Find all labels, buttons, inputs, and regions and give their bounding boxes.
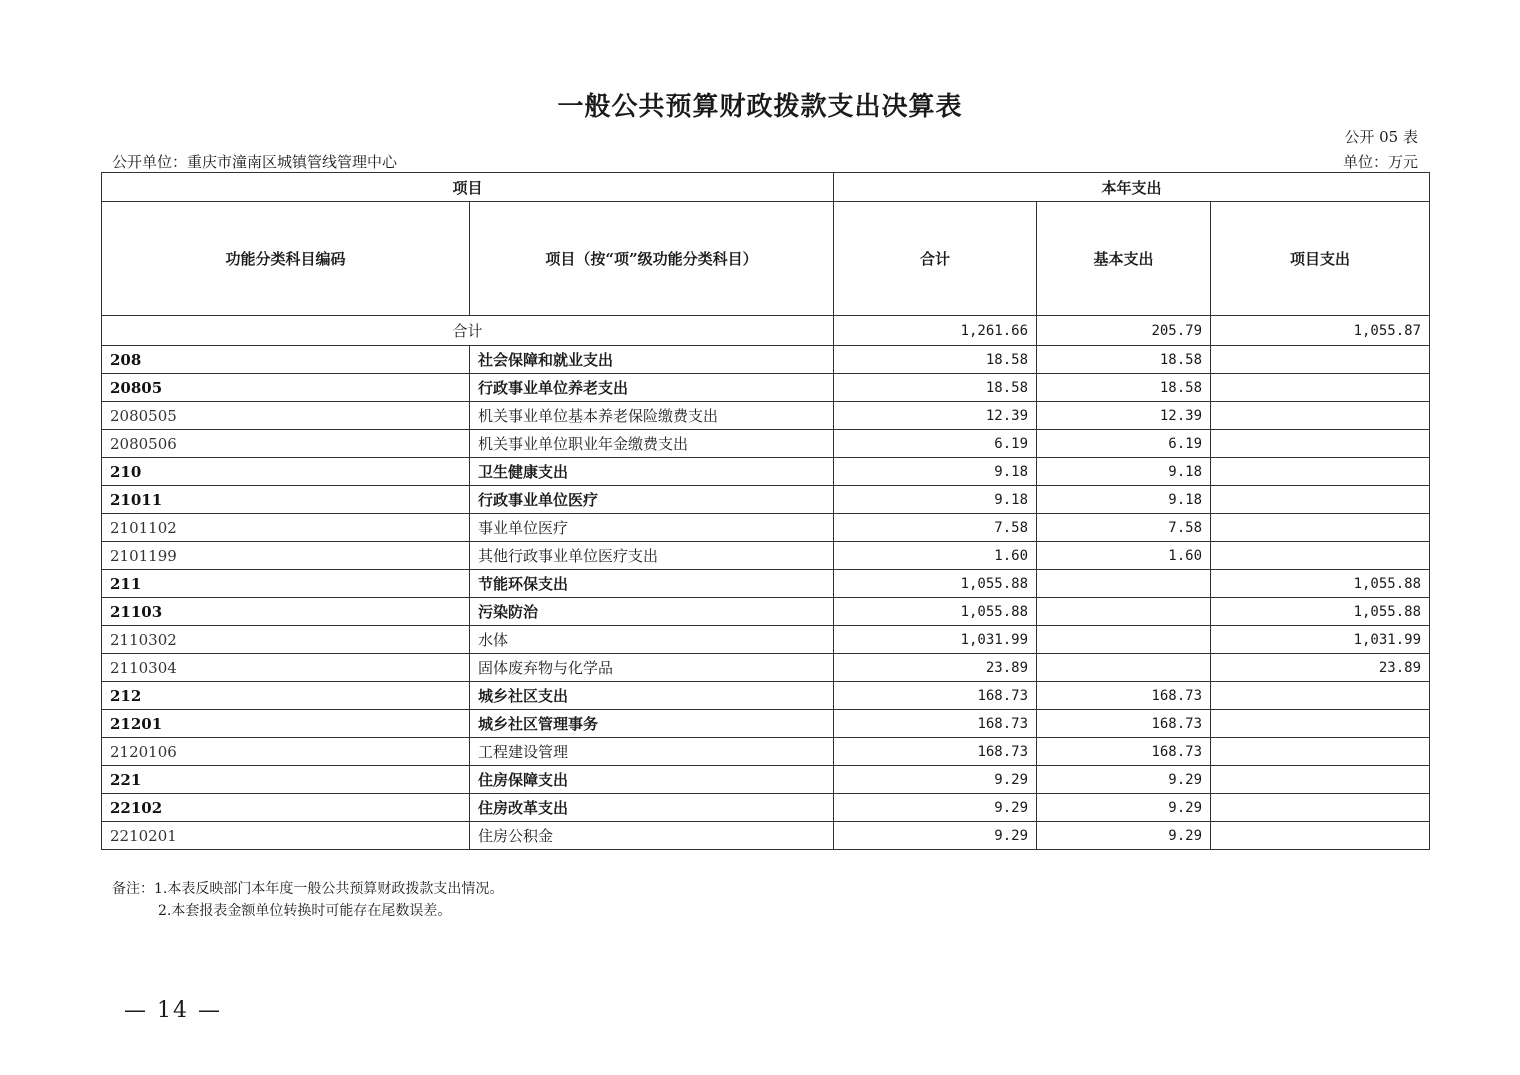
row-project bbox=[1211, 738, 1430, 766]
row-basic bbox=[1037, 598, 1211, 626]
row-name: 机关事业单位基本养老保险缴费支出 bbox=[470, 402, 834, 430]
row-project bbox=[1211, 822, 1430, 850]
row-project: 1,055.88 bbox=[1211, 598, 1430, 626]
row-code: 22102 bbox=[102, 794, 470, 822]
row-total: 9.29 bbox=[834, 766, 1037, 794]
row-basic: 168.73 bbox=[1037, 682, 1211, 710]
header-total: 合计 bbox=[834, 202, 1037, 316]
header-row-2 bbox=[102, 202, 1430, 316]
page-title: 一般公共预算财政拨款支出决算表 bbox=[557, 92, 963, 122]
total-sum: 1,261.66 bbox=[834, 316, 1037, 346]
table-row bbox=[102, 794, 1430, 822]
row-name: 城乡社区支出 bbox=[470, 682, 834, 710]
row-name: 行政事业单位医疗 bbox=[470, 486, 834, 514]
row-name: 水体 bbox=[470, 626, 834, 654]
row-total: 7.58 bbox=[834, 514, 1037, 542]
page-number: — 14 — bbox=[124, 998, 222, 1023]
row-name: 污染防治 bbox=[470, 598, 834, 626]
row-code: 211 bbox=[102, 570, 470, 598]
row-basic: 9.29 bbox=[1037, 822, 1211, 850]
row-basic bbox=[1037, 654, 1211, 682]
row-total: 9.29 bbox=[834, 822, 1037, 850]
form-number: 公开 05 表 bbox=[1344, 128, 1418, 146]
row-total: 168.73 bbox=[834, 738, 1037, 766]
row-project bbox=[1211, 402, 1430, 430]
row-basic: 9.18 bbox=[1037, 458, 1211, 486]
total-row bbox=[102, 316, 1430, 346]
table-row bbox=[102, 514, 1430, 542]
table-row bbox=[102, 598, 1430, 626]
header-code: 功能分类科目编码 bbox=[102, 202, 470, 316]
table-row bbox=[102, 654, 1430, 682]
row-project: 1,031.99 bbox=[1211, 626, 1430, 654]
note-line-1: 备注：1.本表反映部门本年度一般公共预算财政拨款支出情况。 bbox=[112, 881, 504, 897]
total-basic: 205.79 bbox=[1037, 316, 1211, 346]
row-project bbox=[1211, 346, 1430, 374]
row-code: 221 bbox=[102, 766, 470, 794]
reporting-unit: 公开单位：重庆市潼南区城镇管线管理中心 bbox=[112, 153, 398, 171]
row-total: 12.39 bbox=[834, 402, 1037, 430]
row-code: 2210201 bbox=[102, 822, 470, 850]
row-name: 住房改革支出 bbox=[470, 794, 834, 822]
row-code: 2110302 bbox=[102, 626, 470, 654]
header-project: 项目 bbox=[102, 173, 834, 202]
table-row bbox=[102, 570, 1430, 598]
row-basic: 1.60 bbox=[1037, 542, 1211, 570]
row-total: 9.29 bbox=[834, 794, 1037, 822]
row-name: 节能环保支出 bbox=[470, 570, 834, 598]
total-project: 1,055.87 bbox=[1211, 316, 1430, 346]
row-basic: 12.39 bbox=[1037, 402, 1211, 430]
unit-line bbox=[112, 151, 1418, 171]
row-name: 其他行政事业单位医疗支出 bbox=[470, 542, 834, 570]
header-item: 项目（按“项”级功能分类科目） bbox=[470, 202, 834, 316]
row-basic: 7.58 bbox=[1037, 514, 1211, 542]
header-project-expense: 项目支出 bbox=[1211, 202, 1430, 316]
header-basic: 基本支出 bbox=[1037, 202, 1211, 316]
row-basic: 9.18 bbox=[1037, 486, 1211, 514]
table-row bbox=[102, 430, 1430, 458]
table-row bbox=[102, 458, 1430, 486]
row-project: 1,055.88 bbox=[1211, 570, 1430, 598]
row-basic bbox=[1037, 626, 1211, 654]
row-project bbox=[1211, 710, 1430, 738]
row-name: 城乡社区管理事务 bbox=[470, 710, 834, 738]
row-name: 卫生健康支出 bbox=[470, 458, 834, 486]
expense-table bbox=[101, 172, 1430, 850]
row-project bbox=[1211, 486, 1430, 514]
row-project bbox=[1211, 514, 1430, 542]
row-basic: 168.73 bbox=[1037, 710, 1211, 738]
table-row bbox=[102, 710, 1430, 738]
row-code: 212 bbox=[102, 682, 470, 710]
row-basic: 9.29 bbox=[1037, 794, 1211, 822]
table-row bbox=[102, 542, 1430, 570]
row-total: 23.89 bbox=[834, 654, 1037, 682]
row-total: 9.18 bbox=[834, 458, 1037, 486]
row-total: 1,055.88 bbox=[834, 598, 1037, 626]
row-code: 2110304 bbox=[102, 654, 470, 682]
row-basic: 6.19 bbox=[1037, 430, 1211, 458]
row-name: 机关事业单位职业年金缴费支出 bbox=[470, 430, 834, 458]
row-code: 2101199 bbox=[102, 542, 470, 570]
table-row bbox=[102, 402, 1430, 430]
row-name: 事业单位医疗 bbox=[470, 514, 834, 542]
row-total: 1,055.88 bbox=[834, 570, 1037, 598]
row-project bbox=[1211, 458, 1430, 486]
row-code: 21103 bbox=[102, 598, 470, 626]
row-total: 168.73 bbox=[834, 710, 1037, 738]
row-basic: 9.29 bbox=[1037, 766, 1211, 794]
row-project: 23.89 bbox=[1211, 654, 1430, 682]
row-basic: 18.58 bbox=[1037, 374, 1211, 402]
row-code: 21201 bbox=[102, 710, 470, 738]
currency-unit: 单位：万元 bbox=[1342, 153, 1418, 171]
row-total: 168.73 bbox=[834, 682, 1037, 710]
table-row bbox=[102, 626, 1430, 654]
row-project bbox=[1211, 682, 1430, 710]
table-row bbox=[102, 374, 1430, 402]
row-name: 行政事业单位养老支出 bbox=[470, 374, 834, 402]
row-total: 18.58 bbox=[834, 374, 1037, 402]
row-total: 1,031.99 bbox=[834, 626, 1037, 654]
table-row bbox=[102, 822, 1430, 850]
row-project bbox=[1211, 794, 1430, 822]
table-row bbox=[102, 738, 1430, 766]
header-row-1 bbox=[102, 173, 1430, 202]
row-code: 2080505 bbox=[102, 402, 470, 430]
header-year-expense: 本年支出 bbox=[834, 173, 1430, 202]
row-project bbox=[1211, 374, 1430, 402]
row-name: 住房保障支出 bbox=[470, 766, 834, 794]
row-code: 2120106 bbox=[102, 738, 470, 766]
row-code: 20805 bbox=[102, 374, 470, 402]
row-code: 21011 bbox=[102, 486, 470, 514]
row-project bbox=[1211, 766, 1430, 794]
row-code: 2101102 bbox=[102, 514, 470, 542]
table-row bbox=[102, 346, 1430, 374]
row-project bbox=[1211, 430, 1430, 458]
row-basic: 168.73 bbox=[1037, 738, 1211, 766]
total-label: 合计 bbox=[102, 316, 834, 346]
row-name: 社会保障和就业支出 bbox=[470, 346, 834, 374]
row-basic: 18.58 bbox=[1037, 346, 1211, 374]
table-row bbox=[102, 486, 1430, 514]
row-basic bbox=[1037, 570, 1211, 598]
note-line-2: 2.本套报表金额单位转换时可能存在尾数误差。 bbox=[158, 903, 452, 919]
table-row bbox=[102, 682, 1430, 710]
row-name: 住房公积金 bbox=[470, 822, 834, 850]
row-total: 18.58 bbox=[834, 346, 1037, 374]
row-name: 固体废弃物与化学品 bbox=[470, 654, 834, 682]
notes bbox=[112, 878, 503, 922]
row-total: 6.19 bbox=[834, 430, 1037, 458]
row-name: 工程建设管理 bbox=[470, 738, 834, 766]
row-code: 210 bbox=[102, 458, 470, 486]
row-code: 2080506 bbox=[102, 430, 470, 458]
row-code: 208 bbox=[102, 346, 470, 374]
row-total: 9.18 bbox=[834, 486, 1037, 514]
row-total: 1.60 bbox=[834, 542, 1037, 570]
table-row bbox=[102, 766, 1430, 794]
row-project bbox=[1211, 542, 1430, 570]
